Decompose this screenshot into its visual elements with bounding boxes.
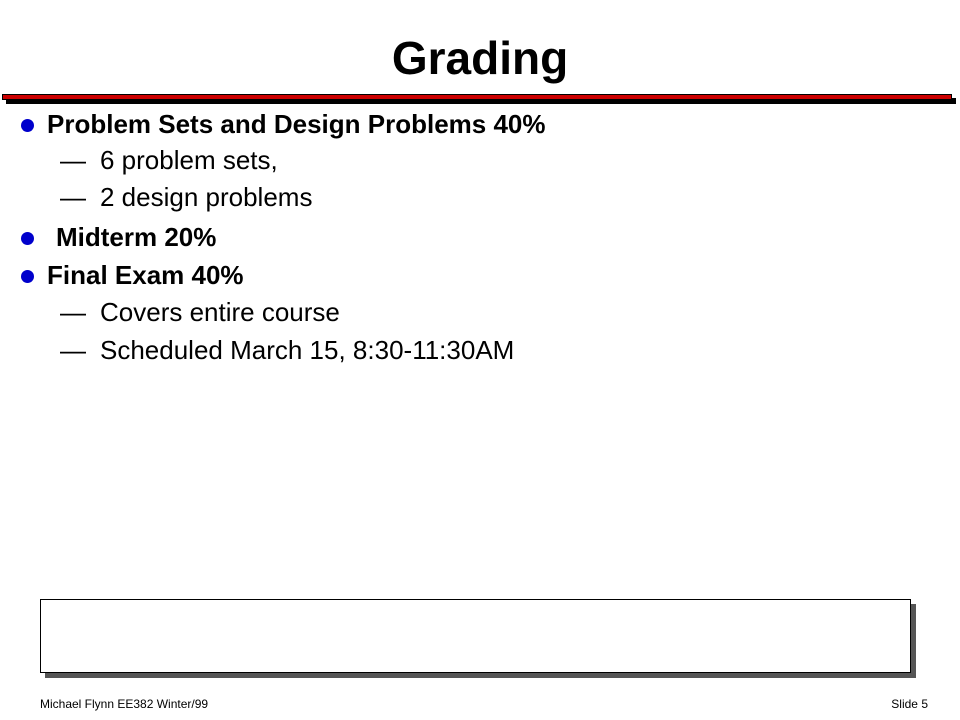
sub-item-text: 6 problem sets, — [100, 145, 278, 175]
bullet-dot-icon — [21, 119, 34, 132]
bullet-label: Midterm 20% — [56, 222, 217, 252]
bullet-label: Final Exam 40% — [47, 260, 244, 290]
em-dash-icon: — — [60, 145, 86, 175]
sub-item-text: Scheduled March 15, 8:30-11:30AM — [100, 335, 515, 365]
bullet-dot-icon — [21, 232, 34, 245]
em-dash-icon: — — [60, 297, 86, 327]
bullet-label: Problem Sets and Design Problems 40% — [47, 109, 546, 139]
footer-author-course: Michael Flynn EE382 Winter/99 — [40, 697, 209, 711]
sub-item-text: 2 design problems — [100, 182, 313, 212]
bullet-dot-icon — [21, 270, 34, 283]
em-dash-icon: — — [60, 182, 86, 212]
em-dash-icon: — — [60, 335, 86, 365]
sub-item-text: Covers entire course — [100, 297, 340, 327]
footer-slide-number: Slide 5 — [891, 697, 928, 711]
note-box — [40, 599, 911, 673]
slide-title: Grading — [391, 32, 569, 84]
